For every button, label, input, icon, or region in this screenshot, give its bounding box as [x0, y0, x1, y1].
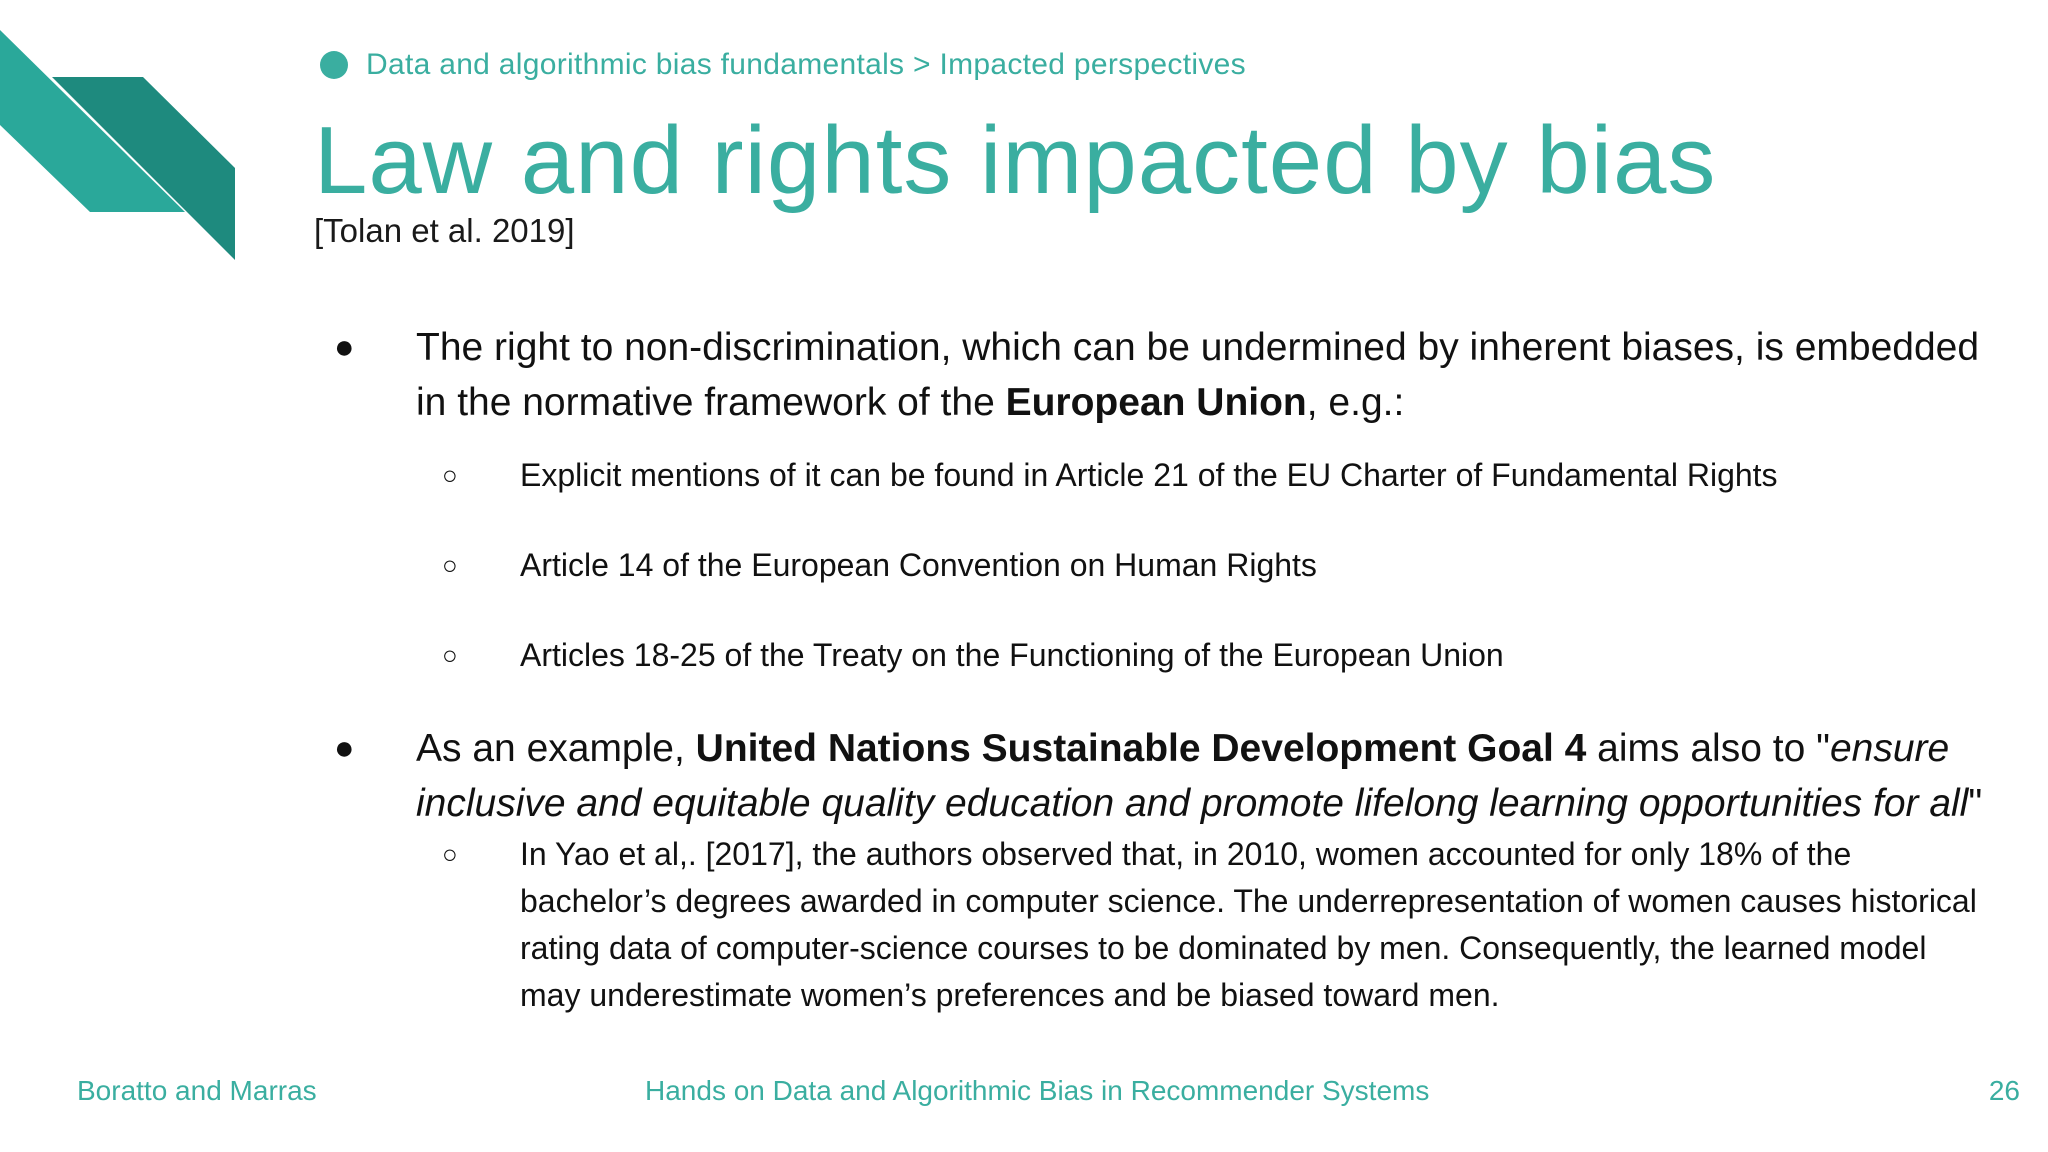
- sub-item-echr: [330, 542, 1990, 589]
- sub-marker-icon: ○: [442, 640, 458, 670]
- sub-item-eu-charter: [330, 452, 1990, 499]
- sub-item-tfeu: [330, 632, 1990, 679]
- sub-marker-icon: ○: [442, 839, 458, 869]
- bullet-text: As an example,: [416, 727, 696, 770]
- bullet-italic-quote: ensure inclusive and equitable quality education and promote lifelong learning opportunities for all: [416, 727, 1969, 825]
- bullet-text-end: , e.g.:: [1306, 381, 1405, 424]
- sub-item-text: In Yao et al,. [2017], the authors observed that, in 2010, women accounted for only 18% of the bachelor’s degrees awarded in computer science. The underrepresentation of women causes historical rating data of computer-science courses to be dominated by men. Consequently, the learned model may underestimate women’s preferences and be biased toward men.: [520, 836, 1977, 1013]
- sub-item-yao-study: [330, 831, 1990, 1019]
- breadcrumb: [320, 48, 1246, 82]
- footer-talk-title: Hands on Data and Algorithmic Bias in Recommender Systems: [645, 1075, 1430, 1106]
- slide-title: Law and rights impacted by bias: [314, 107, 1717, 214]
- bullet-text: The right to non-discrimination, which can be undermined by inherent biases, is embedded in the normative framework of the: [416, 326, 1980, 424]
- bullet-text-end: ": [1968, 782, 1983, 825]
- sub-marker-icon: ○: [442, 460, 458, 490]
- bullet-eu-framework: [330, 320, 1990, 430]
- sub-item-text: Article 14 of the European Convention on Human Rights: [520, 547, 1317, 583]
- footer-authors: Boratto and Marras: [77, 1075, 317, 1106]
- slide-content: [330, 320, 1990, 1019]
- bullet-un-goal: [330, 721, 1990, 831]
- sub-item-text: Articles 18-25 of the Treaty on the Functioning of the European Union: [520, 637, 1504, 673]
- bullet-text-mid: aims also to ": [1586, 727, 1830, 770]
- bullet-bold-text: European Union: [1005, 381, 1307, 424]
- bullet-marker-icon: ●: [334, 328, 355, 366]
- sub-item-text: Explicit mentions of it can be found in Article 21 of the EU Charter of Fundamental Rights: [520, 457, 1778, 493]
- breadcrumb-text: Data and algorithmic bias fundamentals > Impacted perspectives: [366, 48, 1246, 81]
- page-number: 26: [1988, 1075, 2020, 1106]
- breadcrumb-dot-icon: [320, 51, 348, 79]
- bullet-marker-icon: ●: [334, 729, 355, 767]
- corner-decoration: [0, 0, 240, 262]
- bullet-bold-text: United Nations Sustainable Development Goal 4: [695, 727, 1587, 770]
- citation: [Tolan et al. 2019]: [314, 212, 575, 249]
- sub-marker-icon: ○: [442, 550, 458, 580]
